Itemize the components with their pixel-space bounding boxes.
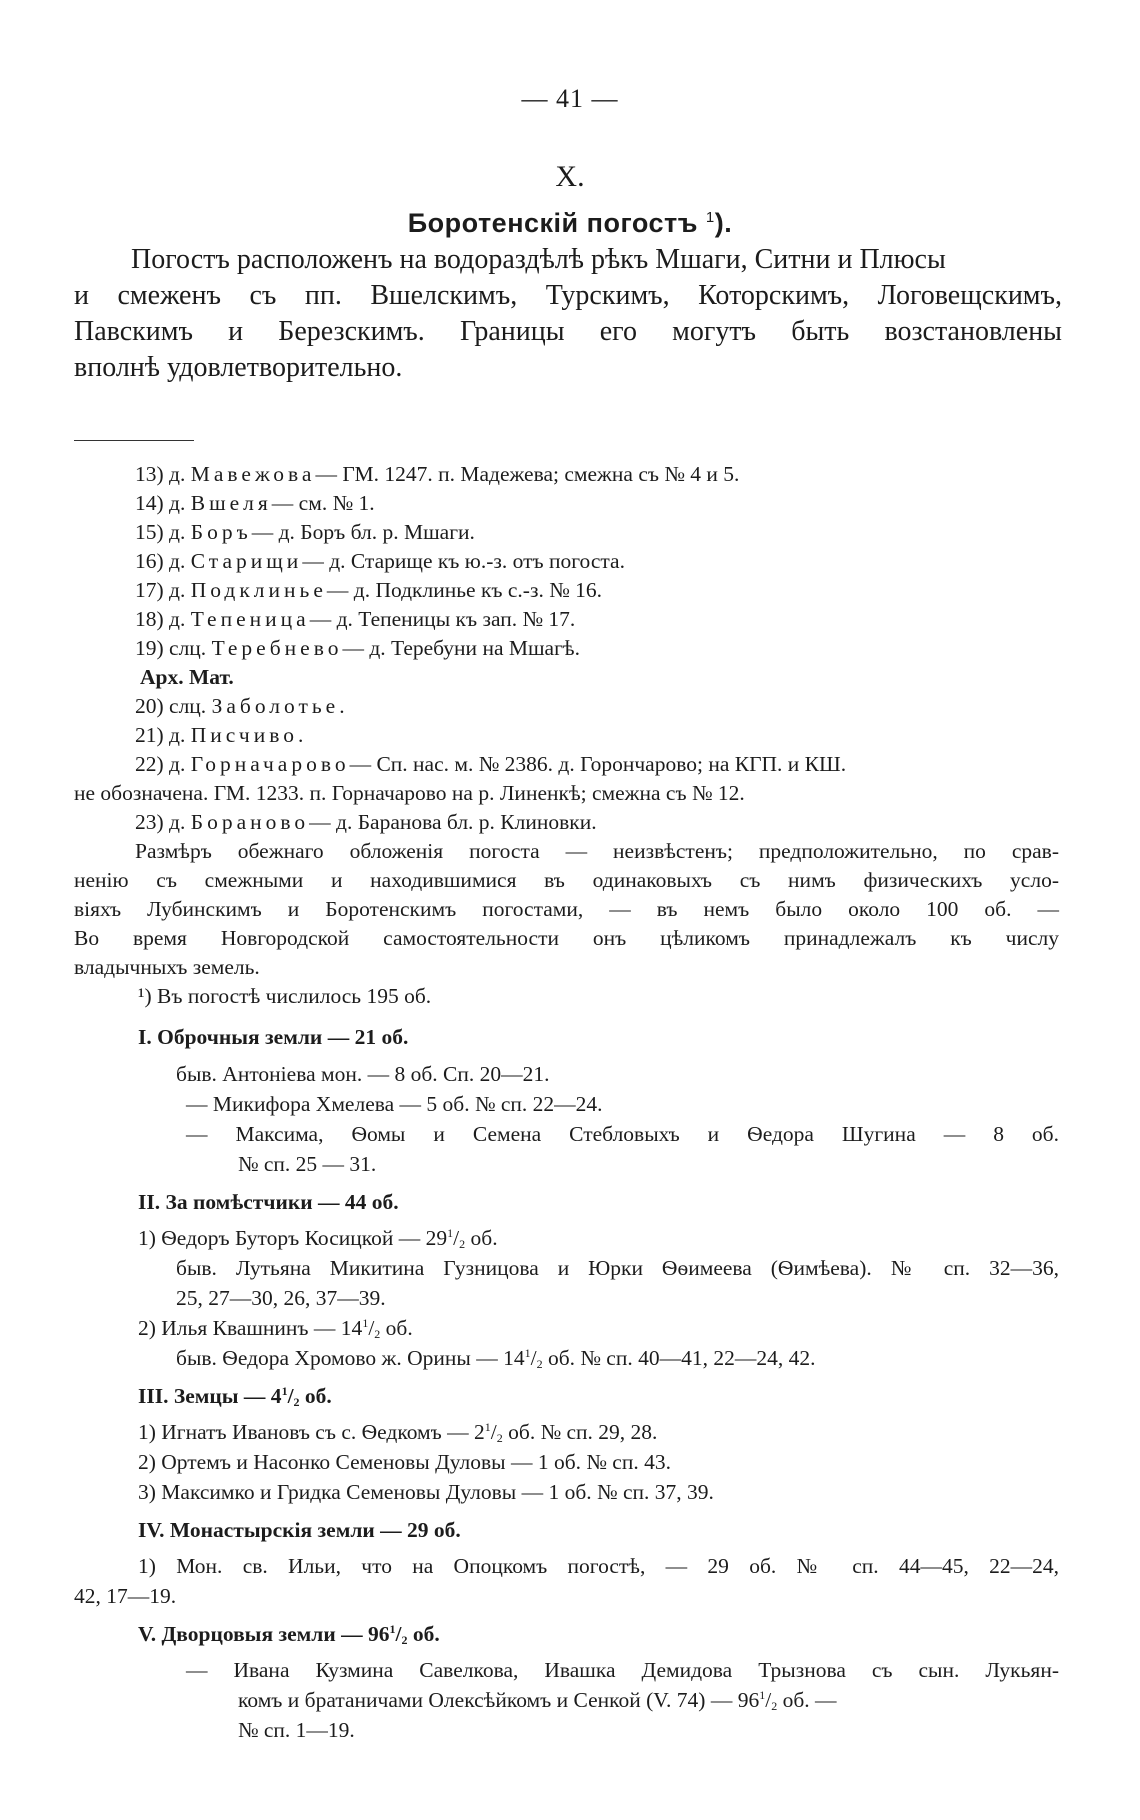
- intro-line-3: Павскимъ и Березскимъ. Границы его могутъ быть возстановлены: [74, 316, 1062, 347]
- footnote-divider: [74, 440, 194, 441]
- section-4-line-1: 1) Мон. св. Ильи, что на Опоцкомъ погостѣ, — 29 об. № сп. 44—45, 22—24,: [138, 1554, 1059, 1578]
- size-line-4: Во время Новгородской самостоятельности онъ цѣликомъ принадлежалъ къ числу: [74, 926, 1059, 950]
- section-2-line-5: быв. Ѳедора Хромово ж. Орины — $14^1/2$ об. № сп. 40—41, 22—24, 42.: [176, 1346, 816, 1371]
- village-20: 20) слц. Заболотье.: [135, 694, 349, 718]
- village-18: 18) д. Тепеница— д. Тепеницы къ зап. № 17.: [135, 607, 576, 631]
- section-3-line-1: 1) Игнатъ Ивановъ съ с. Ѳедкомъ — $2^1/2$ об. № сп. 29, 28.: [138, 1420, 658, 1445]
- village-17: 17) д. Подклинье— д. Подклинье къ с.-з. № 16.: [135, 578, 602, 602]
- village-22: 22) д. Горначарово— Сп. нас. м. № 2386. д. Горончарово; на КГП. и КШ.: [135, 752, 847, 776]
- size-line-5: владычныхъ земель.: [74, 955, 260, 979]
- section-3-line-2: 2) Ортемъ и Насонко Семеновы Дуловы — 1 об. № сп. 43.: [138, 1450, 671, 1474]
- section-1-line-4: № сп. 25 — 31.: [238, 1152, 377, 1176]
- size-line-2: ненію съ смежными и находившимися въ одинаковыхъ съ нимъ физическихъ усло-: [74, 868, 1059, 892]
- village-16: 16) д. Старищи— д. Старище къ ю.-з. отъ погоста.: [135, 549, 625, 573]
- size-line-1: Размѣръ обежнаго обложенія погоста — неизвѣстенъ; предположительно, по срав-: [135, 839, 1059, 863]
- section-4-heading: IV. Монастырскія земли — 29 об.: [138, 1518, 461, 1542]
- page-title: Боротенскій погостъ $^1$).: [407, 208, 733, 238]
- section-5-line-2: комъ и братаничами Олексѣйкомъ и Сенкой (V. 74) — $96^1/2$ об. —: [238, 1688, 837, 1713]
- section-number: X.: [555, 160, 585, 193]
- village-22-cont: не обозначена. ГМ. 1233. п. Горначарово на р. Линенкѣ; смежна съ № 12.: [74, 781, 745, 805]
- footnote: ¹) Въ погостѣ числилось 195 об.: [138, 984, 432, 1008]
- section-3-line-3: 3) Максимко и Гридка Семеновы Дуловы — 1 об. № сп. 37, 39.: [138, 1480, 714, 1504]
- section-3-heading: III. Земцы — $4^1/2$ об.: [138, 1384, 332, 1409]
- title-footnote-mark: 1: [705, 209, 715, 226]
- village-14: 14) д. Вшеля— см. № 1.: [135, 491, 375, 515]
- size-line-3: віяхъ Лубинскимъ и Боротенскимъ погостами, — въ немъ было около 100 об. —: [74, 897, 1059, 921]
- section-1-line-2: — Микифора Хмелева — 5 об. № сп. 22—24.: [186, 1092, 603, 1116]
- section-1-line-1: быв. Антоніева мон. — 8 об. Сп. 20—21.: [176, 1062, 550, 1086]
- section-2-line-1: 1) Ѳедоръ Буторъ Косицкой — $29^1/2$ об.: [138, 1226, 498, 1251]
- section-4-line-2: 42, 17—19.: [74, 1584, 177, 1608]
- section-2-heading: II. За помѣстчики — 44 об.: [138, 1190, 399, 1214]
- section-2-line-2: быв. Лутьяна Микитина Гузницова и Юрки Ѳѳимеева (Ѳимѣева). № сп. 32—36,: [176, 1256, 1059, 1280]
- village-21: 21) д. Писчиво.: [135, 723, 308, 747]
- section-5-line-1: — Ивана Кузмина Савелкова, Ивашка Демидова Трызнова съ сын. Лукьян-: [186, 1658, 1059, 1682]
- village-15: 15) д. Боръ— д. Боръ бл. р. Мшаги.: [135, 520, 475, 544]
- page-number: — 41 —: [521, 84, 619, 113]
- section-2-line-3: 25, 27—30, 26, 37—39.: [176, 1286, 386, 1310]
- village-19: 19) слц. Теребнево— д. Теребуни на Мшагѣ.: [135, 636, 580, 660]
- intro-line-4: вполнѣ удовлетворительно.: [74, 352, 403, 383]
- archive-note: Арх. Мат.: [140, 665, 234, 689]
- section-5-line-3: № сп. 1—19.: [238, 1718, 355, 1742]
- intro-line-2: и смеженъ съ пп. Вшелскимъ, Турскимъ, Которскимъ, Логовещскимъ,: [74, 280, 1062, 311]
- section-1-heading: I. Оброчныя земли — 21 об.: [138, 1025, 409, 1049]
- village-23: 23) д. Бораново— д. Баранова бл. р. Клиновки.: [135, 810, 597, 834]
- village-13: 13) д. Мавежова— ГМ. 1247. п. Мадежева; смежна съ № 4 и 5.: [135, 462, 740, 486]
- section-2-line-4: 2) Илья Квашнинъ — $14^1/2$ об.: [138, 1316, 413, 1341]
- section-1-line-3: — Максима, Ѳомы и Семена Стебловыхъ и Ѳедора Шугина — 8 об.: [186, 1122, 1059, 1146]
- section-5-heading: V. Дворцовыя земли — $96^1/2$ об.: [138, 1622, 440, 1647]
- intro-line-1: Погостъ расположенъ на водораздѣлѣ рѣкъ Мшаги, Ситни и Плюсы: [131, 244, 946, 275]
